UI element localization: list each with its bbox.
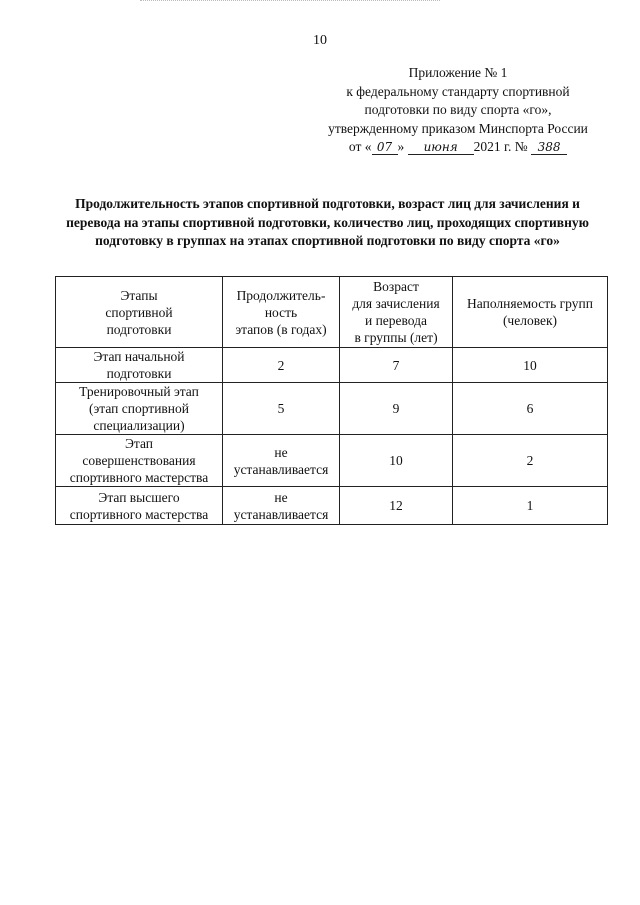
- cell-group-size: 10: [453, 348, 608, 383]
- table-row: [56, 383, 608, 435]
- date-mid: »: [397, 139, 405, 154]
- appendix-line-2: к федеральному стандарту спортивной: [346, 83, 570, 99]
- date-year: 2021 г. №: [473, 139, 528, 154]
- cell-age: 7: [340, 348, 453, 383]
- header-duration: Продолжитель- ность этапов (в годах): [223, 277, 340, 348]
- table-row: [56, 435, 608, 487]
- date-prefix: от «: [348, 139, 372, 154]
- stages-table: [55, 276, 608, 525]
- table-header-row: [56, 277, 608, 348]
- appendix-date-line: [300, 138, 616, 157]
- document-title: Продолжительность этапов спортивной подготовки, возраст лиц для зачисления и перевода на этапы спортивной подготовки, количество лиц, проходящих спортивную подготовку в группах на этапах спортивной подготовки по виду спорта «го»: [66, 196, 589, 248]
- cell-duration: не устанавливается: [223, 487, 340, 525]
- page-number: 10: [313, 33, 327, 48]
- cell-age: 12: [340, 487, 453, 525]
- order-number-handwritten: 388: [531, 141, 567, 155]
- appendix-line-3: подготовки по виду спорта «го»,: [364, 102, 552, 117]
- table-row: [56, 348, 608, 383]
- header-group-size: Наполняемость групп (человек): [453, 277, 608, 348]
- sheet-top-edge: [140, 0, 440, 3]
- cell-duration: 5: [223, 383, 340, 435]
- cell-duration: 2: [223, 348, 340, 383]
- table-row: [56, 487, 608, 525]
- cell-age: 9: [340, 383, 453, 435]
- appendix-line-4: утвержденному приказом Минспорта России: [328, 120, 588, 136]
- cell-stage: Тренировочный этап (этап спортивной специализации): [56, 383, 223, 435]
- date-day-handwritten: 07: [372, 141, 398, 155]
- date-month-handwritten: июня: [408, 141, 474, 155]
- cell-stage: Этап начальной подготовки: [56, 348, 223, 383]
- appendix-line-1: Приложение № 1: [408, 65, 508, 80]
- cell-group-size: 1: [453, 487, 608, 525]
- appendix-header: [300, 64, 616, 157]
- cell-group-size: 2: [453, 435, 608, 487]
- cell-duration: не устанавливается: [223, 435, 340, 487]
- cell-stage: Этап высшего спортивного мастерства: [56, 487, 223, 525]
- cell-age: 10: [340, 435, 453, 487]
- cell-group-size: 6: [453, 383, 608, 435]
- header-stages: Этапы спортивной подготовки: [56, 277, 223, 348]
- cell-stage: Этап совершенствования спортивного мастерства: [56, 435, 223, 487]
- header-age: Возраст для зачисления и перевода в группы (лет): [340, 277, 453, 348]
